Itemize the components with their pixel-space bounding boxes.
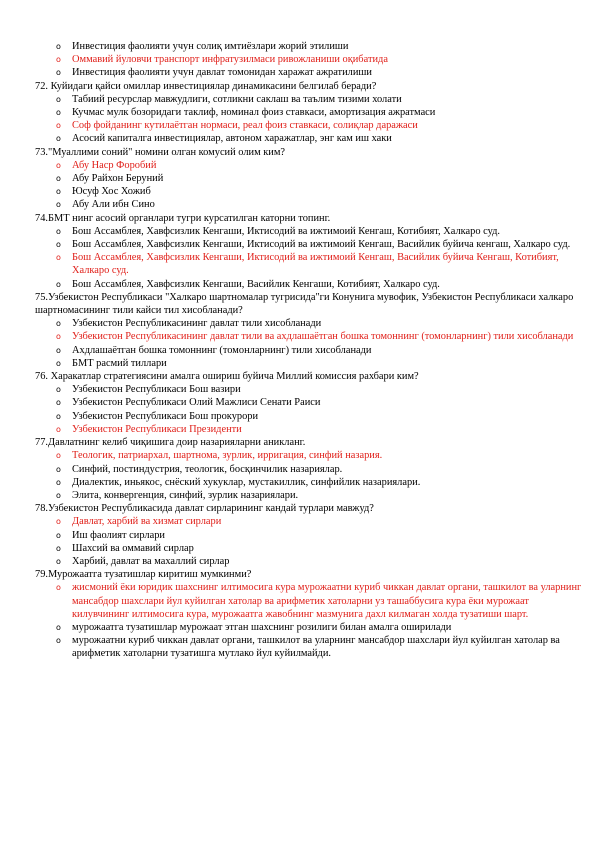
answer-option-correct <box>0 159 595 172</box>
bullet-icon: o <box>56 160 61 170</box>
option-text: Оммавий йуловчи транспорт инфратузилмаси ривожланиши оқибатида <box>72 54 388 66</box>
option-text: Харбий, давлат ва махаллий сирлар <box>72 555 230 567</box>
option-text: Табиий ресурслар мавжудлиги, сотликни саклаш ва таълим тизими холати <box>72 93 402 105</box>
bullet-icon: o <box>56 411 61 421</box>
bullet-icon: o <box>56 187 61 197</box>
document-page <box>0 40 595 661</box>
bullet-icon: o <box>56 319 61 329</box>
answer-option <box>0 278 595 291</box>
answer-option-correct <box>0 423 595 436</box>
option-text: Синфий, постиндустрия, теологик, босқинчилик назариялар. <box>72 463 343 475</box>
option-text: мурожаатга тузатишлар мурожаат этган шахснинг розилиги билан амалга оширилади <box>72 621 452 633</box>
answer-option <box>0 317 595 330</box>
bullet-icon: o <box>56 226 61 236</box>
bullet-icon: o <box>56 121 61 131</box>
bullet-icon: o <box>56 345 61 355</box>
answer-option-correct <box>0 449 595 462</box>
option-text: Соф фойданинг кутилаётган нормаси, реал фоиз ставкаси, солиқлар даражаси <box>72 120 418 132</box>
question-text: 76. Харакатлар стратегиясини амалга ошириш буйича Миллий комиссия рахбари ким? <box>35 371 419 383</box>
bullet-icon: o <box>56 200 61 210</box>
bullet-icon: o <box>56 424 61 434</box>
bullet-icon: o <box>56 279 61 289</box>
answer-option <box>0 634 595 660</box>
option-text: Узбекистон Республикаси Президенти <box>72 423 242 435</box>
option-text: Узбекистон Республикасининг давлат тили хисобланади <box>72 318 322 330</box>
bullet-icon: o <box>56 174 61 184</box>
answer-option <box>0 476 595 489</box>
option-text: Инвестиция фаолияти учун давлат томонидан харажат ажратилиши <box>72 67 372 79</box>
bullet-icon: o <box>56 94 61 104</box>
answer-option <box>0 40 595 53</box>
question-text: 74.БМТ нинг асосий органлари тугри курсатилган каторни топинг. <box>35 212 331 224</box>
option-text: Бош Ассамблея, Хавфсизлик Кенгаши, Иктисодий ва ижтимоий Кенгаш, Васийлик буйича кенгаш, Халкаро суд. <box>72 239 571 251</box>
option-text: Асосий капиталга инвестициялар, автоном харажатлар, энг кам иш хаки <box>72 133 392 145</box>
bullet-icon: o <box>56 464 61 474</box>
option-text: Бош Ассамблея, Хавфсизлик Кенгаши, Иктисодий ва ижтимоий Кенгаш, Котибият, Халкаро суд. <box>72 225 501 237</box>
question-text: 73."Муаллими соний" номини олган комусий олим ким? <box>35 146 286 158</box>
option-text: Узбекистон Республикасининг давлат тили ва ахдлашаётган бошка томоннинг (томонларнинг) тили хисобланади <box>72 331 574 343</box>
option-text: жисмоний ёки юридик шахснинг илтимосига кура мурожаатни куриб чиккан давлат органи, ташкилот ва уларнинг мансабдор шахслари йул куйилган хатолар ва арифметик хатоларни уз ташаббусига кура ёки мурожаат килувчининг илтимосига кура, мурожаатга жавобнинг мазмунига дахл килмаган холда тузатиши шарт. <box>72 582 582 620</box>
option-text: Кучмас мулк бозоридаги таклиф, номинал фоиз ставкаси, амортизация ажратмаси <box>72 107 436 119</box>
question-text: 77.Давлатнинг келиб чиқишига доир назарияларни аникланг. <box>35 437 306 449</box>
answer-option <box>0 132 595 145</box>
bullet-icon: o <box>56 530 61 540</box>
answer-option-correct <box>0 581 595 621</box>
option-text: Шахсий ва оммавий сирлар <box>72 542 194 554</box>
answer-option-correct <box>0 251 595 277</box>
option-text: Теологик, патриархал, шартнома, зурлик, ирригация, синфий назария. <box>72 450 383 462</box>
answer-option-correct <box>0 330 595 343</box>
answer-option <box>0 396 595 409</box>
option-text: Абу Райхон Беруний <box>72 173 164 185</box>
bullet-icon: o <box>56 55 61 65</box>
answer-option <box>0 555 595 568</box>
answer-option <box>0 93 595 106</box>
answer-option-correct <box>0 53 595 66</box>
answer-option <box>0 172 595 185</box>
bullet-icon: o <box>56 68 61 78</box>
answer-option-correct <box>0 119 595 132</box>
option-text: БМТ расмий тиллари <box>72 357 167 369</box>
option-text: Юсуф Хос Хожиб <box>72 186 151 198</box>
answer-option <box>0 238 595 251</box>
question-text: 79.Мурожаатга тузатишлар киритиш мумкинми? <box>35 569 252 581</box>
bullet-icon: o <box>56 398 61 408</box>
answer-option <box>0 344 595 357</box>
answer-option <box>0 489 595 502</box>
bullet-icon: o <box>56 385 61 395</box>
bullet-icon: o <box>56 108 61 118</box>
answer-option <box>0 225 595 238</box>
answer-option <box>0 410 595 423</box>
answer-option <box>0 66 595 79</box>
option-text: Узбекистон Республикаси Бош вазири <box>72 384 241 396</box>
bullet-icon: o <box>56 451 61 461</box>
bullet-icon: o <box>56 583 61 593</box>
bullet-icon: o <box>56 622 61 632</box>
question-text: 72. Куйидаги қайси омиллар инвестициялар динамикасини белгилаб беради? <box>35 80 377 92</box>
option-text: Инвестиция фаолияти учун солиқ имтиёзлари жорий этилиши <box>72 41 349 52</box>
option-text: Иш фаолият сирлари <box>72 529 165 541</box>
option-text: Диалектик, иньякос, снёский хукуклар, мустакиллик, синфийлик назариялари. <box>72 476 421 488</box>
answer-option <box>0 198 595 211</box>
bullet-icon: o <box>56 543 61 553</box>
bullet-icon: o <box>56 253 61 263</box>
bullet-icon: o <box>56 358 61 368</box>
option-text: Абу Али ибн Сино <box>72 199 155 211</box>
option-text: Бош Ассамблея, Хавфсизлик Кенгаши, Васийлик Кенгаши, Котибият, Халкаро суд. <box>72 278 440 290</box>
answer-option <box>0 106 595 119</box>
question-text: 75.Узбекистон Республикаси "Халкаро шартномалар тугрисида"ги Конунига мувофик, Узбекистон Республикаси халкаро шартномасининг тили кайси тил хисобланади? <box>35 291 574 317</box>
bullet-icon: o <box>56 636 61 646</box>
option-text: Ахдлашаётган бошка томоннинг (томонларнинг) тили хисобланади <box>72 344 372 356</box>
bullet-icon: o <box>56 240 61 250</box>
option-text: мурожаатни куриб чиккан давлат органи, ташкилот ва уларнинг мансабдор шахслари йул куйилган хатолар ва арифметик хатоларни тузатишга мутлако йул куйилмайди. <box>72 635 560 660</box>
answer-option <box>0 621 595 634</box>
bullet-icon: o <box>56 490 61 500</box>
answer-option <box>0 463 595 476</box>
bullet-icon: o <box>56 517 61 527</box>
answer-option <box>0 357 595 370</box>
bullet-icon: o <box>56 42 61 51</box>
question-text: 78.Узбекистон Республикасида давлат сирларининг кандай турлари мавжуд? <box>35 503 374 515</box>
bullet-icon: o <box>56 134 61 144</box>
bullet-icon: o <box>56 556 61 566</box>
option-text: Элита, конвергенция, синфий, зурлик назариялари. <box>72 489 299 501</box>
answer-option <box>0 542 595 555</box>
option-text: Бош Ассамблея, Хавфсизлик Кенгаши, Иктисодий ва ижтимоий Кенгаш, Васийлик буйича Кенгаш, Котибият, Халкаро суд. <box>72 252 559 277</box>
answer-option-correct <box>0 515 595 528</box>
option-text: Абу Наср Форобий <box>72 159 157 171</box>
bullet-icon: o <box>56 332 61 342</box>
option-text: Узбекистон Республикаси Олий Мажлиси Сенати Раиси <box>72 397 321 409</box>
answer-option <box>0 185 595 198</box>
option-text: Давлат, харбий ва хизмат сирлари <box>72 516 222 528</box>
answer-option <box>0 529 595 542</box>
bullet-icon: o <box>56 477 61 487</box>
answer-option <box>0 383 595 396</box>
option-text: Узбекистон Республикаси Бош прокурори <box>72 410 259 422</box>
